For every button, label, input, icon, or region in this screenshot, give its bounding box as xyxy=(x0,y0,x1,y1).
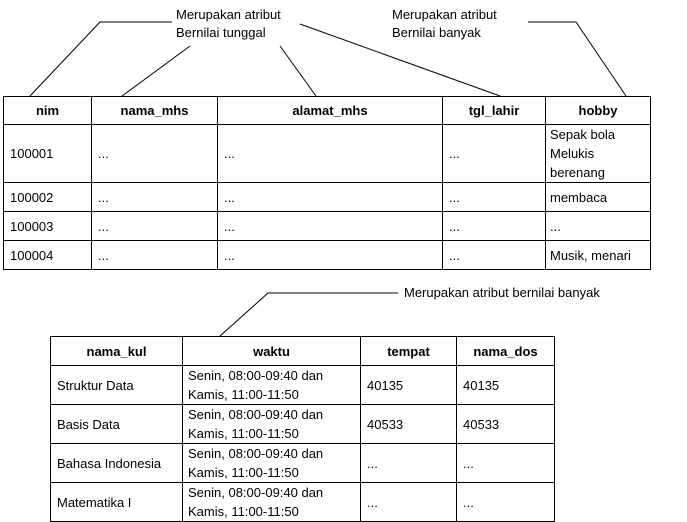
table-cell: ... xyxy=(457,483,555,522)
column-header-waktu: waktu xyxy=(183,337,361,366)
table-cell: ... xyxy=(546,212,651,241)
table-cell: ... xyxy=(443,183,546,212)
table-row xyxy=(51,366,555,405)
table-cell: Senin, 08:00-09:40 dan Kamis, 11:00-11:50 xyxy=(183,405,361,444)
table-cell: ... xyxy=(92,183,218,212)
table-row xyxy=(51,405,555,444)
table-cell: Bahasa Indonesia xyxy=(51,444,183,483)
table-cell: 100004 xyxy=(4,241,92,270)
column-header-nama-kul: nama_kul xyxy=(51,337,183,366)
column-header-tgl-lahir: tgl_lahir xyxy=(443,97,546,125)
students-header-row xyxy=(4,97,651,125)
leader-line-nim xyxy=(30,22,172,96)
table-cell: 40533 xyxy=(457,405,555,444)
table-cell: ... xyxy=(218,125,443,183)
table-cell: Musik, menari xyxy=(546,241,651,270)
table-row xyxy=(4,125,651,183)
column-header-alamat-mhs: alamat_mhs xyxy=(218,97,443,125)
table-cell: Senin, 08:00-09:40 dan Kamis, 11:00-11:50 xyxy=(183,483,361,522)
leader-line-waktu xyxy=(220,293,398,336)
students-table xyxy=(3,96,651,270)
leader-line-nama-mhs xyxy=(122,46,190,96)
table-cell: ... xyxy=(443,241,546,270)
column-header-nama-mhs: nama_mhs xyxy=(92,97,218,125)
table-row xyxy=(51,444,555,483)
table-cell: ... xyxy=(457,444,555,483)
table-cell: 100001 xyxy=(4,125,92,183)
table-cell: ... xyxy=(443,212,546,241)
table-cell: ... xyxy=(361,444,457,483)
table-cell: ... xyxy=(218,212,443,241)
single-valued-annotation: Merupakan atribut Bernilai tunggal xyxy=(176,7,281,40)
table-cell: 40135 xyxy=(361,366,457,405)
table-cell: Struktur Data xyxy=(51,366,183,405)
multi-valued-annotation: Merupakan atribut Bernilai banyak xyxy=(392,7,497,40)
table-row xyxy=(4,183,651,212)
table-cell: ... xyxy=(92,125,218,183)
table-cell: 100002 xyxy=(4,183,92,212)
courses-table xyxy=(50,336,555,522)
table-cell: Senin, 08:00-09:40 dan Kamis, 11:00-11:50 xyxy=(183,366,361,405)
multi-valued-annotation-2: Merupakan atribut bernilai banyak xyxy=(404,285,600,300)
table-cell: ... xyxy=(218,183,443,212)
table-cell: Basis Data xyxy=(51,405,183,444)
table-cell: ... xyxy=(218,241,443,270)
table-cell: 40533 xyxy=(361,405,457,444)
table-cell: ... xyxy=(443,125,546,183)
column-header-nim: nim xyxy=(4,97,92,125)
leader-line-hobby xyxy=(528,22,626,96)
courses-header-row xyxy=(51,337,555,366)
leader-line-tgl-lahir xyxy=(300,24,500,96)
table-row xyxy=(51,483,555,522)
table-cell: Senin, 08:00-09:40 dan Kamis, 11:00-11:50 xyxy=(183,444,361,483)
table-cell: ... xyxy=(92,212,218,241)
table-row xyxy=(4,212,651,241)
table-cell: 40135 xyxy=(457,366,555,405)
table-cell: membaca xyxy=(546,183,651,212)
leader-line-alamat-mhs xyxy=(280,46,316,96)
column-header-nama-dos: nama_dos xyxy=(457,337,555,366)
table-cell: Sepak bola Melukis berenang xyxy=(546,125,651,183)
table-cell: 100003 xyxy=(4,212,92,241)
table-cell: ... xyxy=(361,483,457,522)
table-cell: Matematika I xyxy=(51,483,183,522)
table-cell: ... xyxy=(92,241,218,270)
table-row xyxy=(4,241,651,270)
column-header-tempat: tempat xyxy=(361,337,457,366)
column-header-hobby: hobby xyxy=(546,97,651,125)
